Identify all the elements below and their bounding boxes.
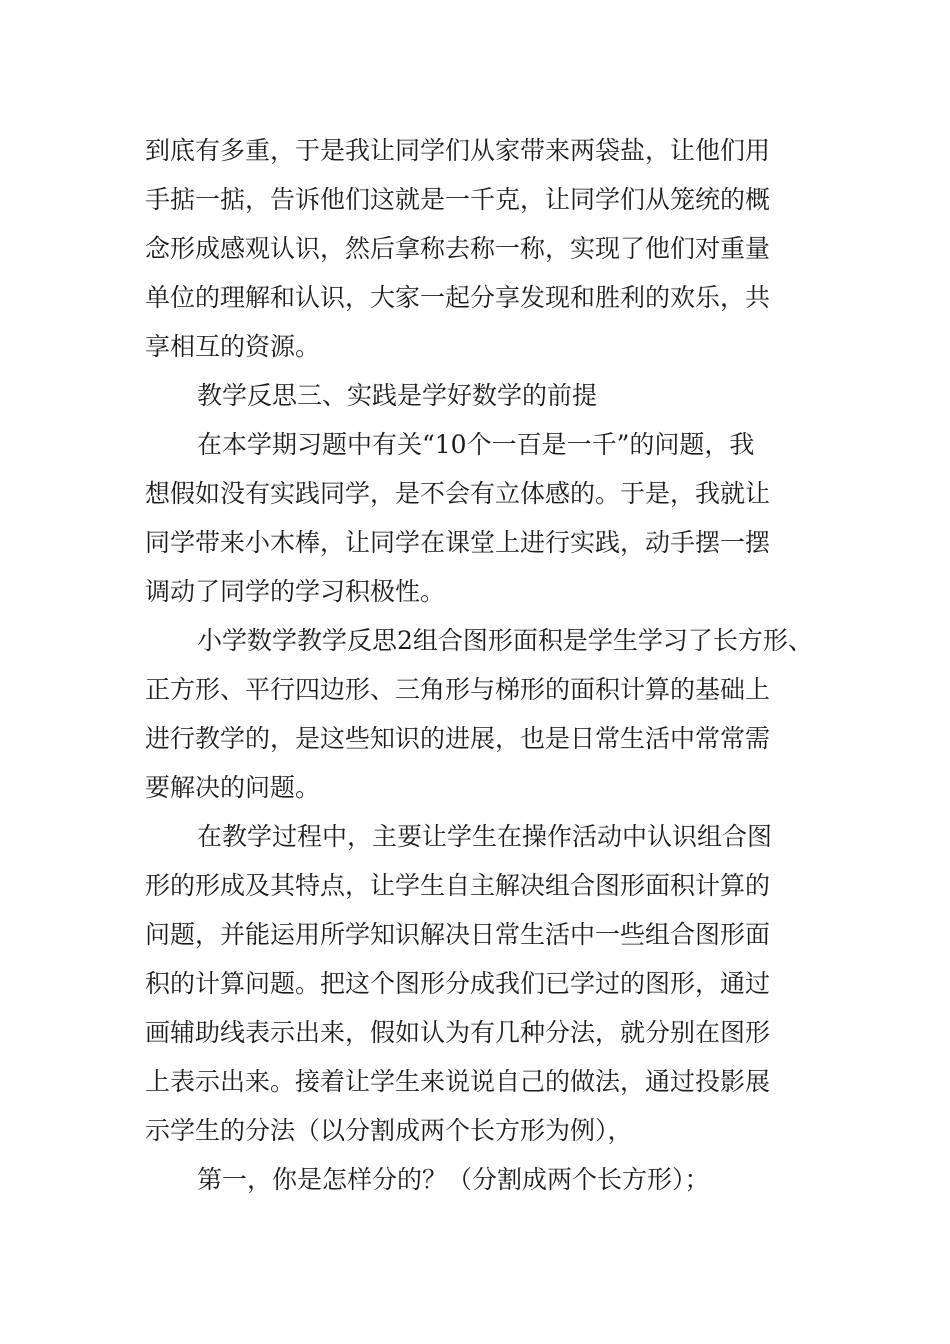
section-heading: 教学反思三、实践是学好数学的前提 xyxy=(197,381,598,410)
text-line: 正方形、平行四边形、三角形与梯形的面积计算的基础上 xyxy=(145,675,771,704)
text-line: 进行教学的，是这些知识的进展，也是日常生活中常常需 xyxy=(145,724,771,753)
text-line: 要解决的问题。 xyxy=(145,773,321,802)
text-line: 调动了同学的学习积极性。 xyxy=(145,577,446,606)
paragraph-start: 在本学期习题中有关“10个一百是一千”的问题，我 xyxy=(197,430,755,459)
paragraph-start: 小学数学教学反思2组合图形面积是学生学习了长方形、 xyxy=(197,626,813,655)
paragraph-start: 第一，你是怎样分的？（分割成两个长方形）； xyxy=(197,1165,710,1194)
text-line: 手掂一掂，告诉他们这就是一千克，让同学们从笼统的概 xyxy=(145,185,771,214)
text-line: 示学生的分法（以分割成两个长方形为例）， xyxy=(145,1116,633,1145)
text-line: 形的形成及其特点，让学生自主解决组合图形面积计算的 xyxy=(145,871,771,900)
text-line: 想假如没有实践同学，是不会有立体感的。于是，我就让 xyxy=(145,479,771,508)
text-line: 念形成感观认识，然后拿称去称一称，实现了他们对重量 xyxy=(145,234,771,263)
paragraph-start: 在教学过程中，主要让学生在操作活动中认识组合图 xyxy=(197,822,773,851)
document-body xyxy=(145,126,815,1204)
text-line: 问题，并能运用所学知识解决日常生活中一些组合图形面 xyxy=(145,920,771,949)
text-line: 画辅助线表示出来，假如认为有几种分法，就分别在图形 xyxy=(145,1018,771,1047)
text-line: 享相互的资源。 xyxy=(145,332,321,361)
text-line: 积的计算问题。把这个图形分成我们已学过的图形，通过 xyxy=(145,969,771,998)
text-line: 到底有多重，于是我让同学们从家带来两袋盐，让他们用 xyxy=(145,136,771,165)
text-line: 上表示出来。接着让学生来说说自己的做法，通过投影展 xyxy=(145,1067,771,1096)
text-line: 同学带来小木棒，让同学在课堂上进行实践，动手摆一摆 xyxy=(145,528,771,557)
text-line: 单位的理解和认识，大家一起分享发现和胜利的欢乐，共 xyxy=(145,283,771,312)
